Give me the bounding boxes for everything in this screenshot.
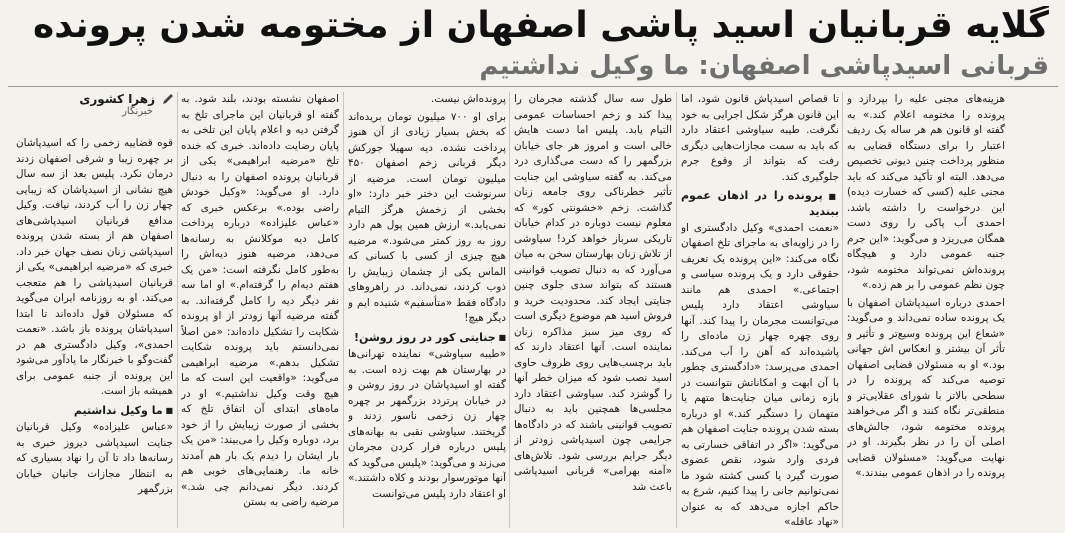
column-divider bbox=[676, 92, 677, 528]
paragraph: تا قصاص اسیدپاش قانون شود، اما این قانون هرگز شکل اجرایی به خود نگرفت. طیبه سیاوشی اعتقاد دارد که باید به سمت مجازات‌هایی دیگری رفت که بتواند از وقوع جرم جلوگیری کند. bbox=[681, 93, 839, 183]
paragraph: هزینه‌های مجنی علیه را بپردازد و پرونده را مختومه اعلام کند.» به گفته او قانون هم هر ساله یک ردیف اعتبار را برای دستگاه قضایی به منظور پرداخت چنین دیونی تخصیص می‌دهد. البته او تأکید می‌کند که باید مجنی علیه (کسی که خسارت دیده) این درخواست را داشته باشد. احمدی آب پاکی را روی دست همگان می‌ریزد و می‌گوید: «این جرم جنبه عمومی دارد و هیچگاه پرونده‌اش نمی‌تواند مختومه شود، چون نظم عمومی را بر هم زده.» bbox=[847, 93, 1005, 291]
section-heading: ■ ما وکیل نداشتیم bbox=[16, 403, 173, 419]
article-column-6 bbox=[847, 92, 1005, 528]
article-column-1 bbox=[16, 136, 173, 528]
column-divider bbox=[509, 92, 510, 528]
article-column-5 bbox=[681, 92, 839, 528]
section-heading: ■ جنایتی کور در روز روشن! bbox=[348, 330, 506, 346]
paragraph: طول سه سال گذشته مجرمان را پیدا کند و زخم احساسات عمومی التیام یابد. پلیس اما دست هایش خالی است و امروز هر جای خیابان بزرگمهر را که دست می‌گذاری درد می‌کند. به گفته سیاوشی این جنایت تأثیر خطرناکی روی جامعه زنان گذاشت. زخم «خشونتی کور» که معلوم نیست دوباره در کدام خیابان تاریکی سرباز خواهد کرد! سیاوشی از تلاش زنان بهارستان سخن به میان می‌آورد که به دنبال تصویب قوانینی هستند که بتواند سدی جلوی چنین جنایتی ایجاد کند. محدودیت خرید و فروش اسید هم موضوع دیگری است که روی میز سبز مذاکره زنان نماینده است. آنها اعتقاد دارند که باید برچسب‌هایی روی ظروف حاوی اسید نصب شود که میزان خطر آنها را گوشزد کند. سیاوشی اعتقاد دارد مجلسی‌ها همچنین باید به دنبال تصویب قوانینی باشند که در دادگاه‌ها جرایمی چون اسیدپاشی زودتر از دیگر جرایم بررسی شود. تلاش‌های «آمنه بهرامی» قربانی اسیدپاشی باعث شد bbox=[514, 93, 672, 493]
paragraph: احمدی درباره اسیدپاشان اصفهان با یک پرونده ساده نمی‌داند و می‌گوید: «شعاع این پرونده وسیع‌تر و تأثیر و تأثر آن بیشتر و انعکاس اش جهانی بود.» او به مسئولان قضایی اصفهان توصیه می‌کند که پرونده را در سطحی بالاتر با شورای عقلایی‌تر و منطقی‌تر نگاه کنند و اگر می‌خواهند پرونده مختومه شود، جالش‌های اصلی آن را در نظر بگیرند. او در نهایت می‌گوید: «مسئولان قضایی پرونده را در اذهان عمومی ببندند.» bbox=[847, 296, 1005, 479]
author-name: زهرا کشوری bbox=[79, 92, 155, 106]
paragraph: «نعمت احمدی» وکیل دادگستری او را در زاویه‌ای به ماجرای تلخ اصفهان نگاه می‌کند: «این پرونده یک تعریف حقوقی دارد و یک پرونده سیاسی و اجتماعی.» احمدی هم مانند سیاوشی اعتقاد دارد پلیس می‌توانست مجرمان را پیدا کند. آنها روی چهره چهار زن ماده‌ای را پاشیده‌اند که آهن را آب می‌کند. احمدی می‌پرسد: «دادگستری چطور با آن ابهت و امکاناتش نتوانست در بازه زمانی میان جنایت‌ها متهم یا متهمان را دستگیر کند.» او درباره بسته شدن پرونده جنایت اصفهان هم می‌گوید: «اگر در اتفاقی خسارتی به فردی وارد شود، نقص عضوی صورت گیرد یا کسی کشته شود ما نمی‌توانیم جانی را پیدا کنیم، شرع به حاکم اجازه می‌دهد که به عنوان «نهاد عاقله» bbox=[681, 221, 839, 528]
subhead: قربانی اسیدپاشی اصفهان: ما وکیل نداشتیم bbox=[479, 51, 1049, 81]
paragraph: «عباس علیزاده» وکیل قربانیان جنایت اسیدپاشی دیروز خبری به رسانه‌ها داد تا آن را نهاد بسیاری که به انتظار مجازات جانیان خیابان بزرگمهر bbox=[16, 421, 173, 495]
column-divider bbox=[177, 92, 178, 528]
divider bbox=[8, 86, 1058, 87]
headline: گلایه قربانیان اسید پاشی اصفهان از مختومه شدن پرونده bbox=[33, 6, 1049, 46]
column-divider bbox=[842, 92, 843, 528]
section-heading: ■ پرونده را در اذهان عموم ببندید bbox=[681, 188, 839, 219]
paragraph: برای او ۷۰۰ میلیون تومان بریده‌اند که بخش بسیار زیادی از آن هنوز پرداخت نشده. دیه سهیلا جورکش دیگر قربانی زخم اصفهان ۴۵۰ میلیون تومان است. مرضیه از سرنوشت این دختر خبر دارد: «او بخشی از زخمش هرگز التیام نمی‌یابد.» ارزش همین پول هم دارد روز به روز کمتر می‌شود.» مرضیه هیچ چیزی از کسی با کسانی که الماس یکی از چشمان زیبایش را ذوب کردند، نمی‌داند. در راهروهای دادگاه فقط «متأسفیم» شنیده ایم و دیگر هیچ! bbox=[348, 110, 506, 324]
paragraph: اصفهان نشسته بودند، بلند شود. به گفته او قربانیان این ماجرای تلخ به گرفتن دیه و اعلام پایان این تلخی به پایان رضایت داده‌اند. خبری که خنده تلخ «مرضیه ابراهیمی» یکی از قربانیان پرونده اصفهان را به دنبال دارد. او می‌گوید: «وکیل خودش راضی بوده.» برعکس خبری که «عباس علیزاده» درباره پرداخت کامل دیه موکلانش به رسانه‌ها می‌دهد، مرضیه هنوز دیه‌اش را به‌طور کامل نگرفته است: «من یک هفتم دیه‌ام را گرفته‌ام.» او اما سه نفر دیگر دیه را کامل گرفته‌اند. به گفته مرضیه آنها زودتر از او پرونده شکایت را تشکیل داده‌اند: «من اصلاً نمی‌دانستم باید پرونده شکایت تشکیل بدهم.» مرضیه ابراهیمی می‌گوید: «واقعیت این است که ما هیچ وقت وکیل نداشتیم.» او در ماه‌های ابتدای آن اتفاق تلخ که بخشی از صورت زیبایش را از خود برد، دوباره وکیل را می‌بیند: «من یک بار ایشان را دیدم یک بار هم آمدند خانه ما. رهنمایی‌های خوبی هم کردند. دیگر نمی‌دانم چی شد.» مرضیه راضی به بستن bbox=[181, 93, 339, 508]
article-column-4 bbox=[514, 92, 672, 528]
article-column-3 bbox=[348, 92, 506, 528]
pen-icon bbox=[161, 92, 175, 106]
article-column-2 bbox=[181, 92, 339, 528]
author-role: خبرنگار bbox=[122, 106, 153, 117]
paragraph: «طیبه سیاوشی» نماینده تهرانی‌ها در بهارستان هم بهت زده است. به گفته او اسیدپاشان در روز روشن و در خیابان پرتردد بزرگمهر بر چهره چهار زن زخمی ناسور زدند و گریختند. سیاوشی نقبی به بهانه‌های پلیس درباره فرار کردن مجرمان می‌زند و می‌گوید: «پلیس می‌گوید که آنها موتورسوار بودند و کلاه داشتند.» او اعتقاد دارد پلیس می‌توانست bbox=[348, 348, 506, 500]
byline bbox=[25, 92, 175, 117]
paragraph: پرونده‌اش نیست. bbox=[430, 93, 506, 105]
column-divider bbox=[343, 92, 344, 528]
paragraph: قوه قضاییه زخمی را که اسیدپاشان بر چهره زیبا و شرقی اصفهان زدند درمان نکرد. پلیس بعد از سه سال هیچ نشانی از اسیدپاشان که زیبایی چهار زن را آب کردند، نیافت. وکیل مدافع قربانیان اسیدپاشی‌های اصفهان هم از بسته شدن پرونده اسیدپاشی زنان نصف جهان خبر داد. خبری که «مرضیه ابراهیمی» یکی از قربانیان اسیدپاشی را هم متعجب می‌کند. او به روزنامه ایران می‌گوید که مسئولان قول داده‌اند تا ابتدا اسیدپاشان پرونده باز باشد. «نعمت احمدی»، وکیل دادگستری هم در گفت‌وگو با خبرنگار ما یادآور می‌شود این پرونده از جنبه عمومی برای همیشه باز است. bbox=[16, 137, 173, 397]
